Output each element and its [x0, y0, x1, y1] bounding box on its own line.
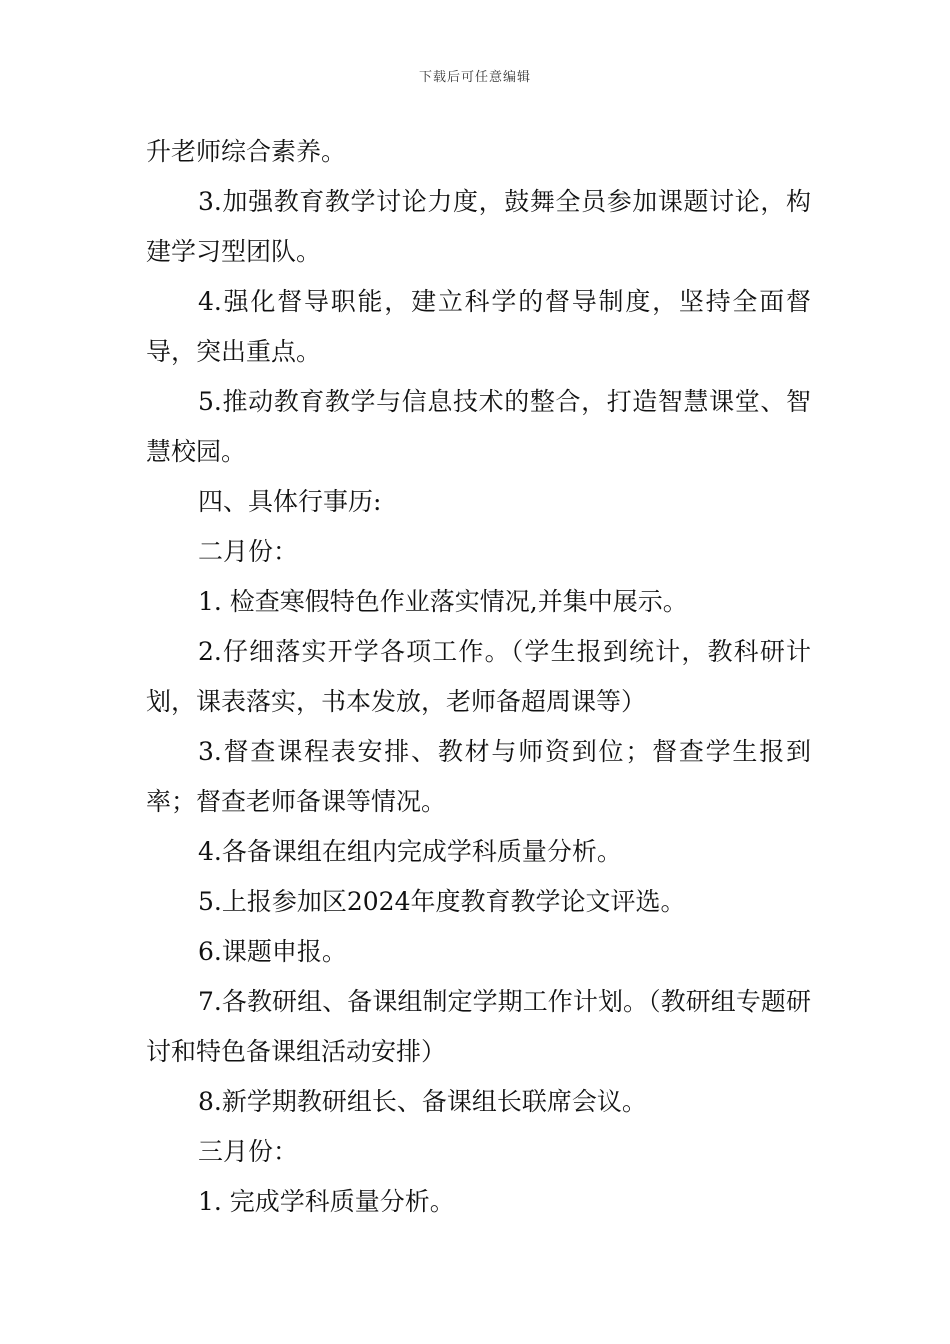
paragraph-4: 5.推动教育教学与信息技术的整合，打造智慧课堂、智慧校园。	[146, 387, 811, 466]
list-item: 5.上报参加区2024年度教育教学论文评选。	[198, 887, 686, 916]
list-item: 1. 完成学科质量分析。	[198, 1187, 455, 1216]
list-item: 6.课题申报。	[198, 937, 347, 966]
list-item: 3.督查课程表安排、教材与师资到位；督查学生报到率；督查老师备课等情况。	[146, 737, 811, 816]
section-heading: 四、具体行事历:	[198, 487, 382, 516]
list-item: 2.仔细落实开学各项工作。（学生报到统计，教科研计划，课表落实，书本发放，老师备超周课等）	[146, 637, 811, 716]
list-item: 8.新学期教研组长、备课组长联席会议。	[198, 1087, 647, 1116]
month-heading-mar: 三月份：	[198, 1137, 299, 1166]
list-item: 1. 检查寒假特色作业落实情况,并集中展示。	[198, 587, 688, 616]
paragraph-3: 4.强化督导职能，建立科学的督导制度，坚持全面督导，突出重点。	[146, 287, 811, 366]
page-header: 下载后可任意编辑	[418, 70, 531, 85]
list-item: 7.各教研组、备课组制定学期工作计划。（教研组专题研讨和特色备课组活动安排）	[146, 987, 811, 1066]
paragraph-2: 3.加强教育教学讨论力度，鼓舞全员参加课题讨论，构建学习型团队。	[146, 187, 811, 266]
list-item: 4.各备课组在组内完成学科质量分析。	[198, 837, 622, 866]
month-heading-feb: 二月份：	[198, 537, 299, 566]
paragraph-1: 升老师综合素养。	[146, 137, 347, 166]
document-body	[146, 127, 811, 1227]
